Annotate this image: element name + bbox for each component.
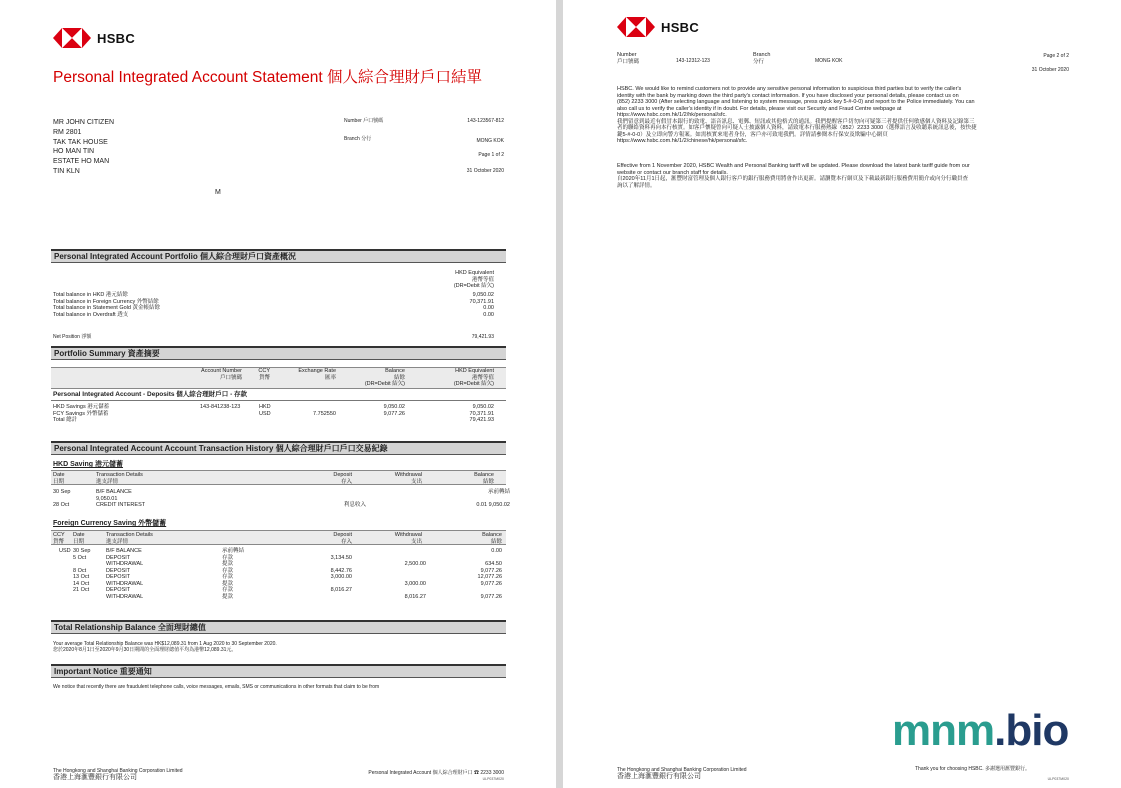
fcy-row-date: 5 Oct <box>73 554 87 561</box>
fcy-row-details: DEPOSIT <box>106 554 131 561</box>
address-line: TIN KLN <box>53 167 80 175</box>
customer-address <box>53 118 114 177</box>
fcy-row-deposit: 3,000.00 <box>330 574 352 580</box>
p2-footer-thanks: Thank you for choosing HSBC. 多謝選用滙豐銀行。 <box>915 766 1031 772</box>
fcy-row-details-cn: 提款 <box>222 580 234 587</box>
summary-balance: 9,050.02 <box>383 404 405 410</box>
fcy-row-date: 30 Sep <box>73 548 91 554</box>
fcy-row-balance: 9,077.26 <box>480 580 502 587</box>
fcy-row-deposit: 8,016.27 <box>330 587 352 593</box>
hkd-col-date <box>53 472 65 485</box>
portfolio-labels <box>53 292 160 318</box>
fcy-col-ccy <box>53 532 65 545</box>
col-balance <box>345 368 405 388</box>
para-line: 者的聯絡資料再向本行核實。如客戶懷疑曾向可疑人士披露個人資料，請致電本行服務熱線（852）2233 3000（選擇語言及收聽系統訊息後，按快捷 <box>617 125 977 131</box>
header-text: 支出 <box>410 478 422 485</box>
statement-date: 31 October 2020 <box>466 168 504 174</box>
header-text: 貨幣 <box>53 538 65 545</box>
branch-value: MONG KOK <box>476 138 504 144</box>
portfolio-header: Personal Integrated Account Portfolio 個人綜合理財戶口資產概況 <box>51 249 506 263</box>
header-text: Account Number <box>201 368 242 374</box>
important-notice-text: We notice that recently there are fraudulent telephone calls, voice messages, emails, SMS or communications in other formats that claim to be from <box>53 684 380 690</box>
portfolio-summary-header: Portfolio Summary 資產摘要 <box>51 346 506 360</box>
fcy-col-deposit <box>300 532 352 545</box>
portfolio-label: Total balance in Overdraft 透支 <box>53 311 129 318</box>
header-text: Transaction Details <box>106 532 153 538</box>
fcy-ccys <box>59 548 71 555</box>
summary-total-value: 79,421.93 <box>469 417 494 423</box>
watermark-part-1: mnm <box>892 706 995 755</box>
p2-footer-bank-name-en: The Hongkong and Shanghai Banking Corporation Limited <box>617 767 747 773</box>
p2-branch-label <box>753 52 770 65</box>
branch-label: Branch 分行 <box>344 136 372 142</box>
header-text: Exchange Rate <box>298 368 336 374</box>
para-line: HSBC. We would like to remind customers not to provide any sensitive personal information to suspicious third parties but to verify the caller's <box>617 86 962 92</box>
header-text: (DR=Debit 結欠) <box>453 283 494 289</box>
account-number-value: 143-123567-812 <box>467 118 504 124</box>
col-ccy <box>250 368 270 381</box>
net-position-value: 79,421.93 <box>471 334 494 340</box>
portfolio-value: 9,050.02 <box>472 292 494 298</box>
hkd-row-details: B/F BALANCE <box>96 489 132 495</box>
header-text: 戶口號碼 <box>219 374 242 381</box>
summary-ccy: HKD <box>259 404 271 410</box>
header-text: 進支詳情 <box>96 478 119 485</box>
fcy-col-details <box>106 532 153 545</box>
tariff-notice <box>617 163 970 189</box>
fcy-row-deposit: 3,134.50 <box>330 554 352 561</box>
address-line: TAK TAK HOUSE <box>53 138 108 146</box>
p2-account-number: 143-12312-123 <box>676 58 710 64</box>
fcy-row-balance: 634.50 <box>485 561 502 567</box>
net-position-label: Net Position 淨額 <box>53 334 92 340</box>
portfolio-label: Total balance in Foreign Currency 外幣結餘 <box>53 298 159 305</box>
summary-hkd: 9,050.02 <box>472 404 494 410</box>
summary-account-number <box>200 411 240 418</box>
fcy-row-ccy: USD <box>59 548 71 554</box>
account-number-label: Number 戶口號碼 <box>344 118 384 124</box>
para-line: https://www.hsbc.com.hk/1/2/chinese/hk/personal/sfc. <box>617 138 748 144</box>
portfolio-label: Total balance in HKD 港元結餘 <box>53 292 128 298</box>
label-text: Number <box>617 52 637 58</box>
hkd-row-details: 9,050.01 <box>96 495 118 502</box>
relationship-line-cn: 您於2020年8月1日至2020年9月30日期間的全面理財總值平均為港幣12,089.31元。 <box>53 647 237 653</box>
header-text: Withdrawal <box>394 532 422 538</box>
summary-row-label: FCY Savings 外幣儲蓄 <box>53 410 109 417</box>
fcy-row-details: DEPOSIT <box>106 574 131 580</box>
fcy-saving-title: Foreign Currency Saving 外幣儲蓄 <box>53 520 167 527</box>
hkd-col-deposit <box>300 472 352 485</box>
hkd-row-deposit: 利息收入 <box>343 502 366 508</box>
page-number: Page 1 of 2 <box>478 152 504 158</box>
fcy-row-balance: 9,077.26 <box>480 567 502 574</box>
hsbc-hexagon-icon <box>617 17 655 37</box>
header-text: Balance <box>474 472 494 478</box>
header-text: 存入 <box>340 478 352 485</box>
hsbc-logo <box>53 28 135 48</box>
header-text: Balance <box>385 368 405 374</box>
col-hkd-equivalent <box>430 368 494 388</box>
header-text: HKD Equivalent <box>455 270 494 276</box>
relationship-line-en: Your average Total Relationship Balance was HK$12,089.31 from 1 Aug 2020 to 30 September 2020. <box>53 641 277 647</box>
hkd-row-balance: 承前轉結 <box>487 489 510 495</box>
sort-mark: M <box>215 189 221 196</box>
fcy-row-details: DEPOSIT <box>106 567 131 574</box>
col-account-number <box>190 368 242 381</box>
hkd-deposits <box>310 489 366 509</box>
hsbc-hexagon-icon <box>53 28 91 48</box>
portfolio-value: 0.00 <box>483 311 494 318</box>
fcy-row-details: WITHDRAWAL <box>106 580 144 587</box>
para-line: 詢以了解詳情。 <box>617 182 656 189</box>
fcy-row-details-cn: 提款 <box>222 593 234 600</box>
hkd-row-date: 28 Oct <box>53 502 70 508</box>
fcy-row-date: 14 Oct <box>73 580 90 587</box>
hsbc-logo-text: HSBC <box>661 19 700 35</box>
header-text: Withdrawal <box>394 472 422 478</box>
header-text: 日期 <box>53 478 65 485</box>
fcy-row-withdrawal: 8,016.27 <box>404 593 426 600</box>
fcy-row-date: 13 Oct <box>73 574 90 580</box>
header-text: Deposit <box>333 532 352 538</box>
fcy-row-details: DEPOSIT <box>106 587 131 593</box>
p2-statement-date: 31 October 2020 <box>1031 67 1069 73</box>
fcy-row-date <box>73 594 90 601</box>
fcy-row-details-cn: 承前轉結 <box>222 548 245 554</box>
security-reminder <box>617 86 977 145</box>
header-text: 結餘 <box>482 478 494 485</box>
header-text: CCY <box>258 368 270 374</box>
fcy-row-details-cn: 提款 <box>222 561 234 567</box>
hkd-row-balance: 0.01 9,050.02 <box>476 502 510 508</box>
portfolio-label: Total balance in Statement Gold 黃金帳結餘 <box>53 305 160 311</box>
fcy-row-deposit <box>300 594 352 601</box>
para-line: 我們留意到最近有假冒本銀行的致電、語音訊息、電郵、短訊或其他格式的通訊。我們提醒客戶切勿向可疑第三者提供任何敏感個人資料及記錄第三 <box>617 118 975 125</box>
watermark-part-2: .bio <box>994 706 1069 755</box>
header-text: Deposit <box>333 472 352 478</box>
hkd-row-withdrawal <box>370 502 422 509</box>
fcy-row-balance: 12,077.26 <box>477 574 502 580</box>
summary-accounts <box>200 404 240 417</box>
fcy-row-details: WITHDRAWAL <box>106 561 144 567</box>
footer-form-code: ULP037M020 <box>482 777 504 781</box>
fcy-row-details-cn: 存款 <box>222 574 234 580</box>
header-text: 結餘 <box>490 538 502 545</box>
watermark <box>892 706 1068 756</box>
header-text: Date <box>73 532 85 538</box>
header-text: 進支詳情 <box>106 538 129 545</box>
hkd-col-withdrawal <box>370 472 422 485</box>
summary-balance: 9,077.26 <box>383 410 405 417</box>
summary-rates <box>282 404 336 417</box>
summary-total-label: Total 總計 <box>53 417 78 423</box>
label-text: Branch <box>753 52 771 58</box>
hsbc-logo <box>617 17 699 37</box>
address-line: ESTATE HO MAN <box>53 158 110 166</box>
fcy-details <box>106 548 143 600</box>
p2-page-number: Page 2 of 2 <box>1043 53 1069 59</box>
header-text: 港幣等值 <box>471 276 494 283</box>
fcy-row-details-cn: 存款 <box>222 567 234 574</box>
portfolio-values <box>420 292 494 318</box>
fcy-row-details: WITHDRAWAL <box>106 593 144 600</box>
fcy-withdrawals <box>370 548 426 600</box>
hkd-col-balance <box>440 472 494 485</box>
portfolio-value: 0.00 <box>483 305 494 311</box>
fcy-row-details-cn: 存款 <box>222 587 234 593</box>
hkd-row-details: CREDIT INTEREST <box>96 502 146 508</box>
summary-ccy: USD <box>259 410 271 417</box>
footer-bank-name-en: The Hongkong and Shanghai Banking Corporation Limited <box>53 768 183 774</box>
fcy-col-balance <box>440 532 502 545</box>
fcy-row-date: 21 Oct <box>73 587 90 593</box>
statement-page-1 <box>0 0 556 788</box>
transaction-history-header: Personal Integrated Account Account Transaction History 個人綜合理財戶口戶口交易紀錄 <box>51 441 506 455</box>
hkd-withdrawals <box>370 489 422 509</box>
hkd-details <box>96 489 145 509</box>
address-line: HO MAN TIN <box>53 148 95 156</box>
fcy-row-date: 8 Oct <box>73 567 87 574</box>
summary-hkd-values <box>430 404 494 424</box>
para-line: also call us to verify the caller's identity if in doubt. For details, please visit our Security and Fraud Centre webpage at <box>617 105 902 112</box>
header-text: Balance <box>482 532 502 538</box>
fcy-balances <box>440 548 502 600</box>
para-line: website or contact our branch staff for details. <box>617 169 728 176</box>
p2-footer-form-code: ULP037M020 <box>1047 777 1069 781</box>
p2-branch-value: MONG KOK <box>815 58 843 64</box>
statement-title: Personal Integrated Account Statement 個人綜合理財戶口結單 <box>53 69 483 86</box>
header-text: Transaction Details <box>96 472 143 478</box>
col-exchange-rate <box>282 368 336 381</box>
header-text: 港幣等值 <box>471 374 494 381</box>
hkd-dates <box>53 489 70 509</box>
header-text: 匯率 <box>324 374 336 381</box>
para-line: Effective from 1 November 2020, HSBC Wealth and Personal Banking tariff will be updated. Please download the latest bank tariff guide from our <box>617 163 970 169</box>
header-text: 存入 <box>340 538 352 545</box>
header-text: 結餘 <box>393 374 405 381</box>
deposits-label: Personal Integrated Account - Deposits 個人綜合理財戶口 - 存款 <box>53 391 248 398</box>
header-text: 日期 <box>73 538 85 545</box>
statement-page-2 <box>563 0 1121 788</box>
deposits-divider <box>51 400 506 401</box>
summary-currencies <box>259 404 271 417</box>
summary-labels <box>53 404 109 424</box>
hsbc-logo-text: HSBC <box>97 30 136 46</box>
para-line: identity with the bank by marking down the third party's contact information. If you have disclosed your personal details, please contact us on <box>617 92 959 99</box>
fcy-row-withdrawal: 3,000.00 <box>404 580 426 587</box>
summary-row-label: HKD Savings 港元儲蓄 <box>53 404 110 410</box>
portfolio-value: 70,371.91 <box>469 298 494 305</box>
fcy-row-balance: 9,077.26 <box>480 593 502 600</box>
summary-rate: 7.752550 <box>313 410 336 417</box>
label-text: 分行 <box>753 58 765 65</box>
address-line: MR JOHN CITIZEN <box>53 119 115 126</box>
hkd-col-details <box>96 472 143 485</box>
footer-bank-name-cn: 香港上海滙豐銀行有限公司 <box>53 774 137 781</box>
header-text: HKD Equivalent <box>455 368 494 374</box>
header-text: 支出 <box>410 538 422 545</box>
relationship-balance-header: Total Relationship Balance 全面理財總值 <box>51 620 506 634</box>
para-line: (852) 2233 3000 (After selecting language and listening to system message, press quick key 5-#-0-0) and report to the Police immediately. You can <box>617 99 975 105</box>
para-line: 自2020年11月1日起，滙豐財富管理及個人銀行客戶的銀行服務費用將會作出更新。請瀏覽本行網頁及下載最新銀行服務費用簡介或向分行職員查 <box>617 176 969 182</box>
para-line: https://www.hsbc.com.hk/1/2/hk/personal/sfc. <box>617 112 727 118</box>
summary-account-number: 143-841238-123 <box>200 404 241 410</box>
header-text: (DR=Debit 結欠) <box>364 381 405 387</box>
portfolio-equiv-header <box>420 270 494 290</box>
para-line: 鍵5-#-0-0）及立即向警方報案。如需核實來電者身份，客戶亦可致電我們。詳情請參閱本行保安及欺騙中心網頁 <box>617 131 888 138</box>
summary-balances <box>345 404 405 417</box>
header-text: 貨幣 <box>258 374 270 381</box>
fcy-row-deposit: 8,442.76 <box>330 567 352 574</box>
fcy-col-date <box>73 532 85 545</box>
header-text: Date <box>53 472 65 478</box>
fcy-row-details-cn: 存款 <box>222 554 234 561</box>
fcy-row-balance: 0.00 <box>491 548 502 554</box>
header-text: (DR=Debit 結欠) <box>453 381 494 387</box>
hkd-row-date: 30 Sep <box>53 489 71 495</box>
p2-number-label <box>617 52 639 65</box>
fcy-deposits <box>300 548 352 600</box>
fcy-row-withdrawal: 2,500.00 <box>404 561 426 567</box>
fcy-row-details: B/F BALANCE <box>106 548 142 554</box>
label-text: 戶口號碼 <box>617 58 640 65</box>
hkd-balances <box>440 489 510 509</box>
header-text: CCY <box>53 532 65 538</box>
hkd-saving-title: HKD Saving 港元儲蓄 <box>53 461 124 468</box>
page-gap <box>556 0 563 788</box>
p2-footer-bank-name-cn: 香港上海滙豐銀行有限公司 <box>617 773 701 780</box>
fcy-col-withdrawal <box>370 532 422 545</box>
important-notice-header: Important Notice 重要通知 <box>51 664 506 678</box>
summary-hkd: 70,371.91 <box>469 410 494 417</box>
address-line: RM 2801 <box>53 128 82 136</box>
fcy-dates <box>73 548 90 600</box>
footer-contact: Personal Integrated Account 個人綜合理財戶口 ☎ 2233 3000 <box>368 770 504 776</box>
fcy-details-cn <box>222 548 244 600</box>
